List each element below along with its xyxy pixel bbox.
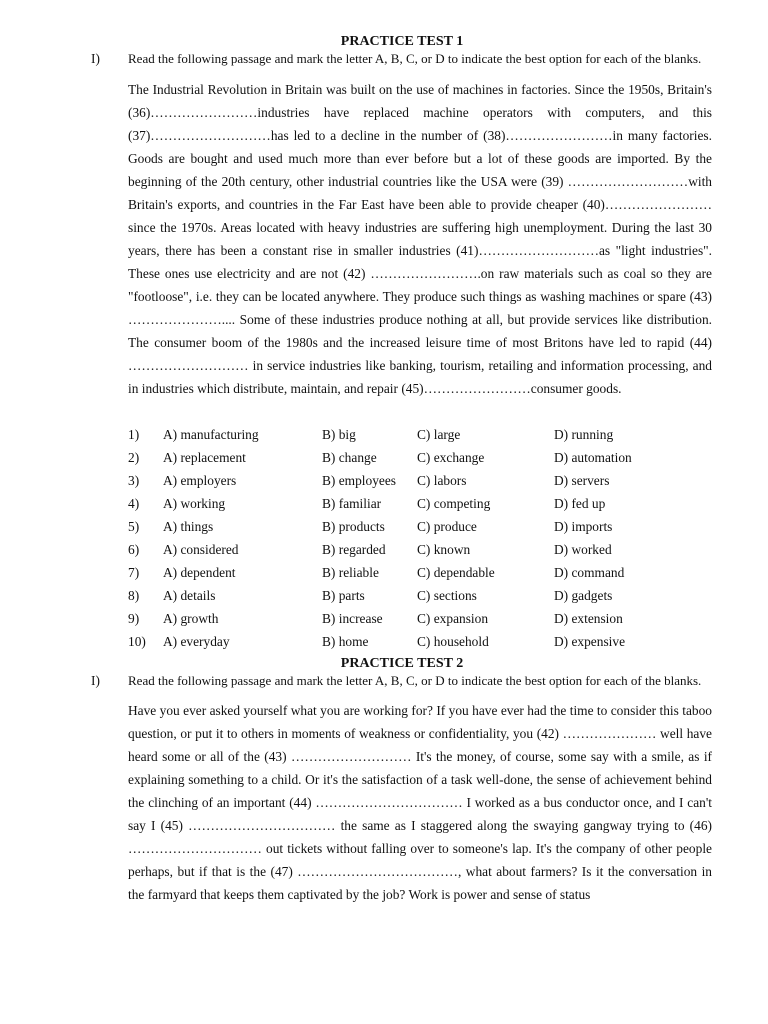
question-number: 5) [128,519,140,534]
question-number: 3) [128,473,140,488]
test1-passage: The Industrial Revolution in Britain was built on the use of machines in factories. Since the 1950s, Britain's (36)……………………industries have replaced machine operators with computers, and this (37)………………………has led to a decline in the number of (38)……………………in many factories. Goods are bought and used much more than ever before but a lot of these goods are imported. By the beginning of the 20th century, other industrial countries like the USA were (39) ………………………with Britain's exports, and countries in the Far East have been able to provide cheaper (40)……………………since the 1970s. Areas located with heavy industries are suffering high unemployment. During the last 30 years, there has been a constant rise in smaller industries (41)………………………as "light industries". These ones use electricity and are not (42) …………………….on raw materials such as coal so they are "footloose", i.e. they can be located anywhere. They produce such things as washing machines or spare (43) ………………….... Some of these industries produce nothing at all, but provide services like distribution. The consumer boom of the 1980s and the increased leisure time of most Britons have led to rapid (44) ……………………… in service industries like banking, tourism, retailing and information processing, and in industries which distribute, maintain, and repair (45)……………………consumer goods. [128,82,712,396]
option-row [128,561,728,584]
option-a: A) details [163,588,216,603]
option-c: C) labors [417,473,467,488]
option-row [128,538,728,561]
option-d: D) extension [554,611,623,626]
option-b: B) big [322,427,356,442]
option-a: A) employers [163,473,237,488]
option-c: C) produce [417,519,477,534]
question-number: 10) [128,634,146,649]
option-row [128,469,728,492]
option-c: C) known [417,542,471,557]
option-a: A) things [163,519,214,534]
option-a: A) manufacturing [163,427,259,442]
option-row [128,423,728,446]
question-number: 9) [128,611,140,626]
option-row [128,515,728,538]
option-c: C) dependable [417,565,495,580]
option-c: C) exchange [417,450,485,465]
test2-instruction: Read the following passage and mark the letter A, B, C, or D to indicate the best option for each of the blanks. [128,673,702,688]
option-b: B) employees [322,473,397,488]
option-b: B) parts [322,588,365,603]
option-a: A) growth [163,611,219,626]
option-d: D) servers [554,473,610,488]
question-number: 2) [128,450,140,465]
option-c: C) household [417,634,489,649]
option-a: A) working [163,496,226,511]
test2-passage: Have you ever asked yourself what you are working for? If you have ever had the time to consider this taboo question, or put it to others in moments of weakness or confidentiality, you (42) ………………… well have heard some or all of the (43) ……………………… It's the money, of course, some say with a smile, as if explaining something to a child. Or it's the satisfaction of a task well-done, the sense of achievement behind the clinching of an important (44) …………………………… I worked as a bus conductor once, and I can't say I (45) …………………………… the same as I staggered along the swaying gangway trying to (46) ………………………… out tickets without falling over to someone's lap. It's the company of other people perhaps, but if that is the (47) ………………………………, what about farmers? Is it the conversation in the farmyard that keeps them captivated by the job? Work is power and sense of status [128,703,712,902]
option-d: D) automation [554,450,632,465]
option-d: D) running [554,427,614,442]
option-b: B) familiar [322,496,382,511]
option-d: D) imports [554,519,613,534]
test1-section-number: I) [91,51,100,66]
option-b: B) products [322,519,385,534]
option-row [128,492,728,515]
test2-title: PRACTICE TEST 2 [340,656,464,671]
option-row [128,446,728,469]
option-b: B) increase [322,611,383,626]
option-row [128,607,728,630]
option-a: A) replacement [163,450,246,465]
question-number: 7) [128,565,140,580]
question-number: 6) [128,542,140,557]
option-b: B) change [322,450,377,465]
question-number: 4) [128,496,140,511]
option-row [128,630,728,653]
option-c: C) sections [417,588,477,603]
option-d: D) expensive [554,634,626,649]
option-d: D) fed up [554,496,606,511]
option-c: C) large [417,427,461,442]
option-a: A) everyday [163,634,230,649]
option-a: A) dependent [163,565,236,580]
question-number: 1) [128,427,140,442]
option-c: C) competing [417,496,491,511]
option-d: D) command [554,565,625,580]
option-a: A) considered [163,542,239,557]
option-d: D) gadgets [554,588,613,603]
option-row [128,584,728,607]
option-d: D) worked [554,542,612,557]
option-b: B) reliable [322,565,379,580]
question-number: 8) [128,588,140,603]
test1-instruction: Read the following passage and mark the letter A, B, C, or D to indicate the best option for each of the blanks. [128,51,702,66]
option-b: B) home [322,634,369,649]
option-c: C) expansion [417,611,489,626]
test2-section-number: I) [91,673,100,688]
option-b: B) regarded [322,542,386,557]
test1-title: PRACTICE TEST 1 [340,34,464,49]
